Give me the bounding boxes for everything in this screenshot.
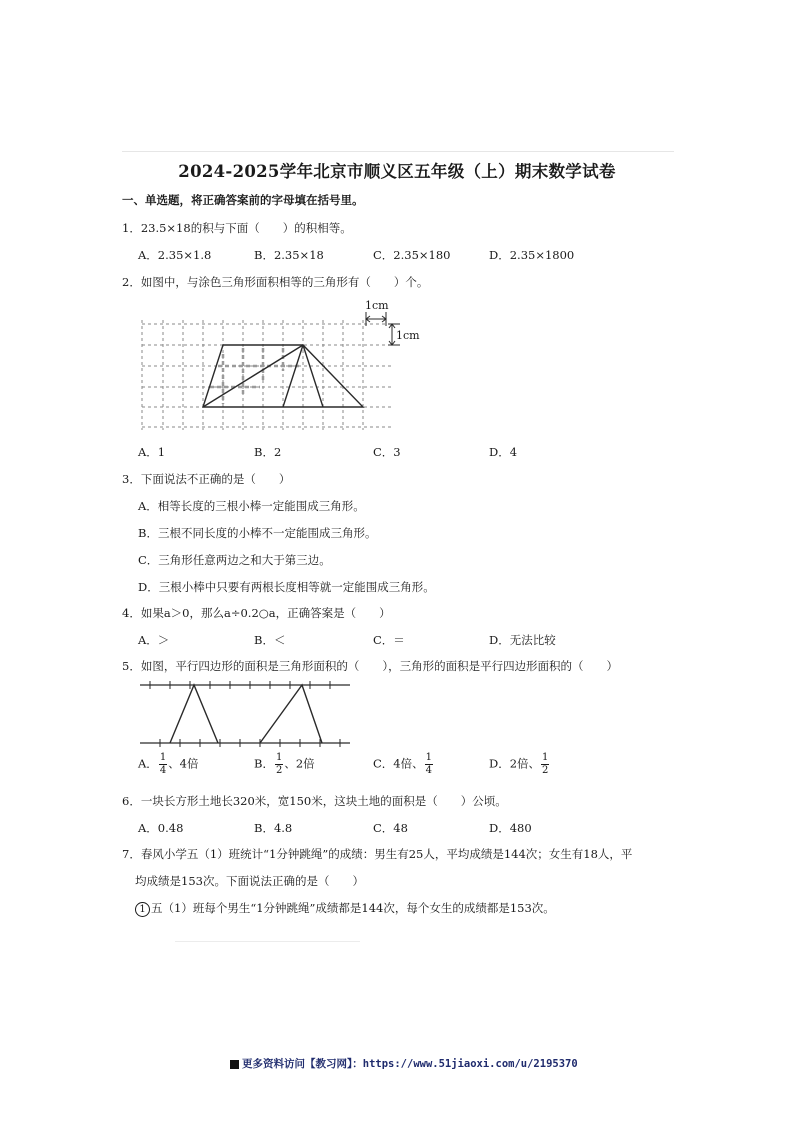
flag-icon	[230, 1060, 239, 1069]
question-3-option-b: B．三根不同长度的小棒不一定能围成三角形。	[138, 526, 377, 540]
question-6-option-d: D．480	[489, 821, 532, 835]
question-5-stem: 5．如图，平行四边形的面积是三角形面积的（ ），三角形的面积是平行四边形面积的（ ）	[122, 659, 619, 673]
question-6-stem: 6．一块长方形土地长320米，宽150米，这块土地的面积是（ ）公顷。	[122, 794, 507, 808]
bottom-rule	[175, 941, 360, 942]
question-4-option-b: B．＜	[254, 633, 286, 647]
question-7-stem-line-1: 7．春风小学五（1）班统计“1分钟跳绳”的成绩：男生有25人，平均成绩是144次；女生有18人，平	[122, 847, 633, 861]
question-2-option-d: D．4	[489, 445, 518, 459]
question-4-option-a: A．＞	[138, 633, 170, 647]
question-5-option-b: B． $\frac{1}{2}$ 、2倍	[254, 752, 315, 776]
fraction: $\frac{1}{2}$	[542, 752, 549, 776]
section-heading: 一、单选题，将正确答案前的字母填在括号里。	[122, 193, 364, 207]
scale-label-horizontal: 1cm	[365, 299, 389, 312]
footer-link[interactable]: 更多资料访问【教习网】：https://www.51jiaoxi.com/u/2195370	[230, 1056, 578, 1071]
question-3-option-a: A．相等长度的三根小棒一定能围成三角形。	[138, 499, 365, 513]
question-2-option-c: C．3	[373, 445, 401, 459]
question-4-stem: 4．如果a＞0，那么a÷0.2○a，正确答案是（ ）	[122, 606, 391, 620]
question-2-grid-figure	[130, 296, 420, 436]
question-4-option-c: C．＝	[373, 633, 405, 647]
triangle-and-parallelogram	[170, 685, 322, 743]
question-3-option-d: D．三根小棒中只要有两根长度相等就一定能围成三角形。	[138, 580, 435, 594]
question-1-option-a: A．2.35×1.8	[138, 248, 212, 262]
question-3-stem: 3．下面说法不正确的是（ ）	[122, 472, 291, 486]
question-1-option-d: D．2.35×1800	[489, 248, 575, 262]
question-5-figure	[136, 676, 356, 750]
question-2-option-b: B．2	[254, 445, 282, 459]
question-2-option-a: A．1	[138, 445, 166, 459]
fraction: $\frac{1}{4}$	[159, 752, 167, 776]
question-1-option-c: C．2.35×180	[373, 248, 451, 262]
circled-number: 1	[135, 902, 150, 917]
question-7-statement-1: 1 五（1）班每个男生“1分钟跳绳”成绩都是144次，每个女生的成绩都是153次。	[135, 900, 555, 917]
question-3-option-c: C．三角形任意两边之和大于第三边。	[138, 553, 331, 567]
top-rule	[122, 151, 674, 152]
question-6-option-c: C．48	[373, 821, 408, 835]
question-4-option-d: D．无法比较	[489, 633, 556, 647]
question-6-option-b: B．4.8	[254, 821, 293, 835]
fraction: $\frac{1}{4}$	[425, 752, 432, 776]
page-title: 2024-2025学年北京市顺义区五年级（上）期末数学试卷	[178, 162, 616, 181]
question-1-stem: 1．23.5×18的积与下面（ ）的积相等。	[122, 221, 352, 235]
question-5-option-c: C．4倍、 $\frac{1}{4}$	[373, 752, 432, 776]
scale-markers	[366, 312, 400, 345]
question-6-option-a: A．0.48	[138, 821, 184, 835]
grid-lines	[142, 320, 392, 430]
question-5-option-d: D．2倍、 $\frac{1}{2}$	[489, 752, 549, 776]
question-1-option-b: B．2.35×18	[254, 248, 324, 262]
fraction: $\frac{1}{2}$	[275, 752, 283, 776]
question-2-stem: 2．如图中，与涂色三角形面积相等的三角形有（ ）个。	[122, 275, 429, 289]
question-7-stem-line-2: 均成绩是153次。下面说法正确的是（ ）	[135, 874, 364, 888]
question-5-option-a: A． $\frac{1}{4}$ 、4倍	[138, 752, 199, 776]
scale-label-vertical: 1cm	[396, 329, 420, 342]
